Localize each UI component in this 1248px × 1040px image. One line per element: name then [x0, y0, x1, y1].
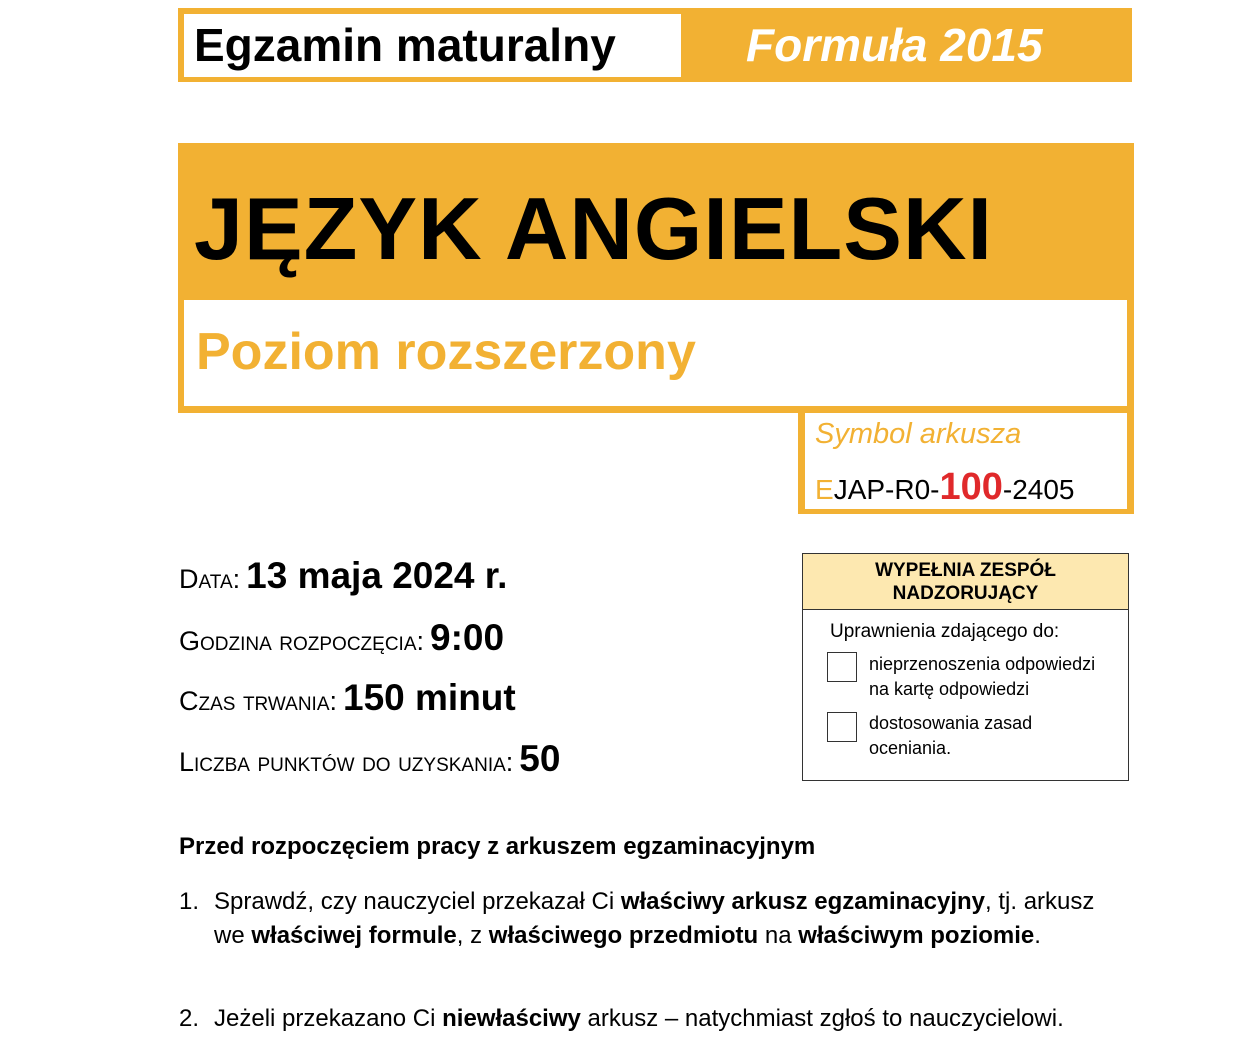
checkbox-no-transfer[interactable]: [827, 652, 857, 682]
duration-label: Czas trwania:: [179, 686, 338, 716]
info-date: [179, 555, 507, 597]
info-start-time: [179, 617, 504, 659]
item-text-part: , z: [456, 922, 489, 949]
symbol-code-number: 100: [939, 466, 1003, 508]
item-text-part: arkusz – natychmiast zgłoś to nauczycielowi.: [580, 1005, 1064, 1032]
item-text-part: .: [1034, 922, 1041, 949]
instruction-item: [179, 1002, 1129, 1038]
points-label: Liczba punktów do uzyskania:: [179, 747, 514, 777]
item-text: [214, 885, 1114, 953]
formula-label: Formuła 2015: [746, 19, 1043, 71]
info-points: [179, 738, 560, 780]
option-no-transfer-label: nieprzenoszenia odpowiedzi na kartę odpowiedzi: [869, 654, 1096, 699]
checkbox-adapted-grading[interactable]: [827, 712, 857, 742]
start-time-value: 9:00: [430, 617, 505, 658]
item-text: [214, 1002, 1114, 1036]
item-text-bold: właściwy arkusz egzaminacyjny: [620, 888, 986, 915]
symbol-code-end: -2405: [1002, 474, 1075, 505]
info-duration: [179, 677, 516, 719]
supervisors-header: WYPEŁNIA ZESPÓŁ NADZORUJĄCY: [803, 554, 1128, 610]
item-text-bold: niewłaściwy: [442, 1005, 581, 1032]
item-text-bold: właściwej formule: [251, 922, 457, 949]
symbol-code-mid: JAP-R0-: [833, 474, 940, 505]
date-label: Data:: [179, 564, 241, 594]
symbol-code-prefix: E: [815, 474, 834, 505]
supervisors-box: [802, 553, 1129, 781]
instructions-heading: Przed rozpoczęciem pracy z arkuszem egzaminacyjnym: [179, 833, 816, 860]
item-text-part: , tj. arkusz we: [214, 888, 1095, 949]
supervisors-title: Uprawnienia zdającego do:: [830, 621, 1060, 642]
exam-type-title: Egzamin maturalny: [194, 19, 616, 71]
level-title: Poziom rozszerzony: [196, 323, 696, 381]
item-text-bold: właściwym poziomie: [798, 922, 1035, 949]
duration-value: 150 minut: [343, 677, 516, 718]
option-adapted-grading-label: dostosowania zasad oceniania.: [869, 713, 1033, 758]
start-time-label: Godzina rozpoczęcia:: [179, 626, 425, 656]
date-value: 13 maja 2024 r.: [246, 555, 508, 596]
item-number: 1.: [179, 888, 200, 915]
symbol-code: [815, 466, 1075, 509]
subject-title: JĘZYK ANGIELSKI: [194, 179, 993, 278]
item-text-part: Jeżeli przekazano Ci: [214, 1005, 443, 1032]
item-text-part: na: [758, 922, 799, 949]
item-text-bold: właściwego przedmiotu: [488, 922, 759, 949]
symbol-label: Symbol arkusza: [815, 418, 1022, 450]
instruction-item: [179, 885, 1129, 995]
item-text-part: Sprawdź, czy nauczyciel przekazał Ci: [214, 888, 621, 915]
item-number: 2.: [179, 1005, 200, 1032]
points-value: 50: [519, 738, 561, 779]
